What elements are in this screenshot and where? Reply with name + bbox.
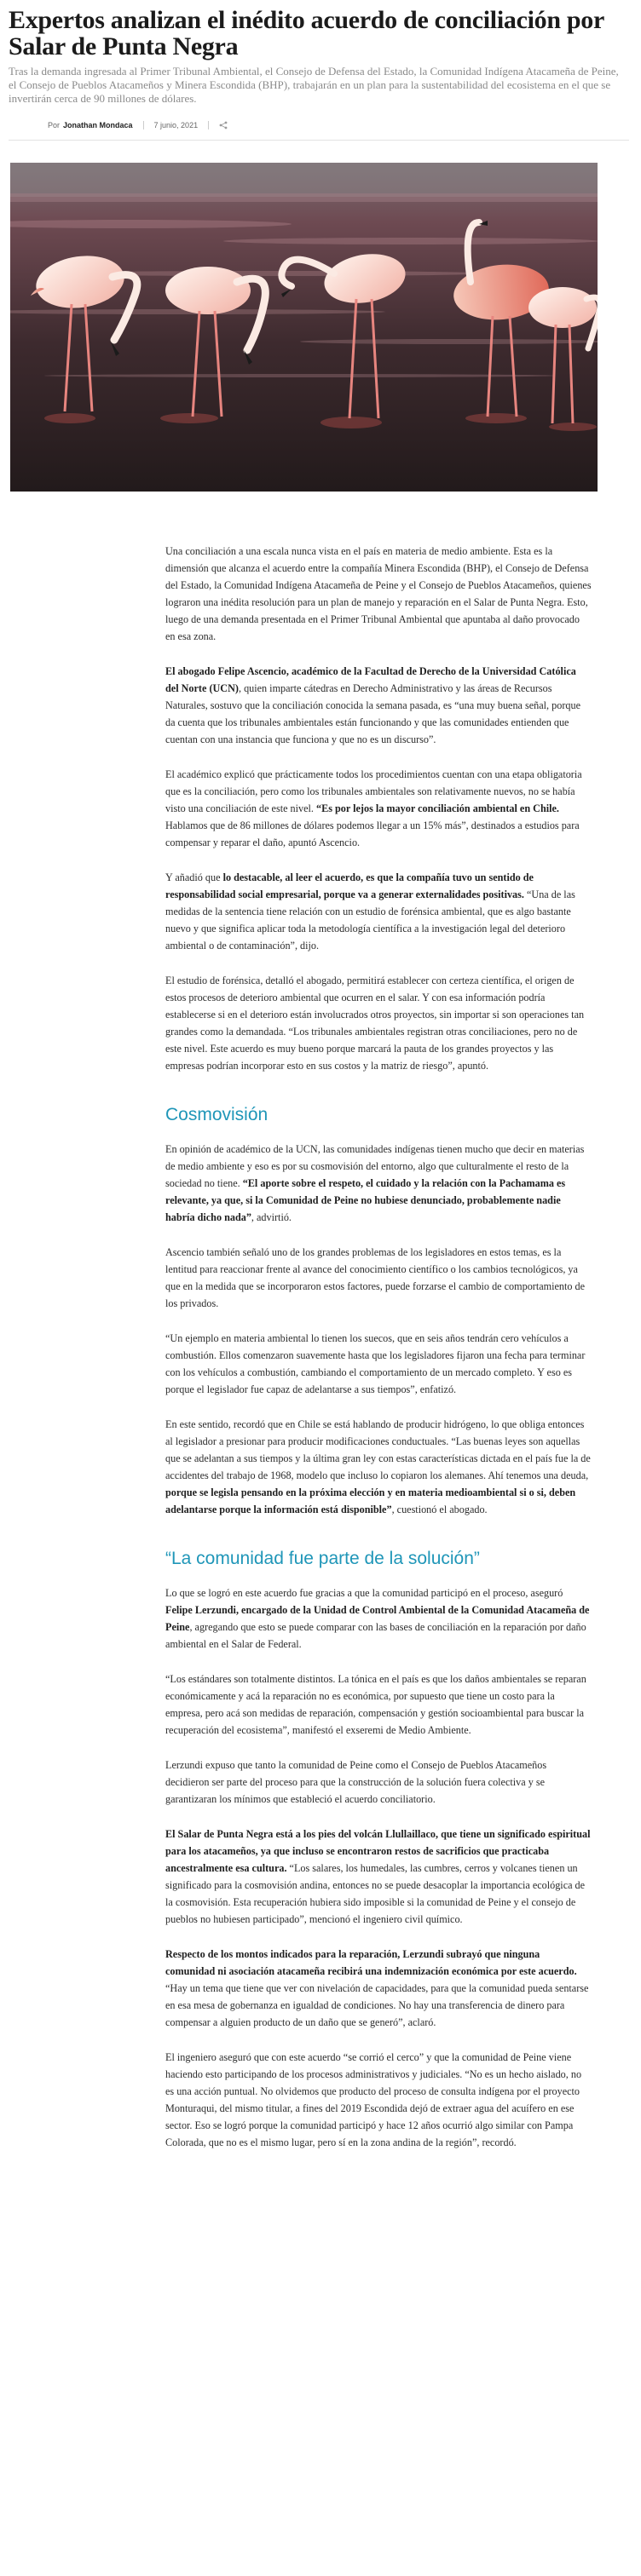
byline-divider <box>143 121 144 129</box>
header-divider <box>9 140 629 141</box>
byline <box>48 121 629 129</box>
author-link[interactable]: Jonathan Mondaca <box>63 121 133 129</box>
paragraph: En este sentido, recordó que en Chile se está hablando de producir hidrógeno, lo que obliga entonces al legislador a presionar para producir modificaciones conductuales. “Las buenas leyes son aquellas que se adelantan a sus tiempos y la última gran ley con estas características dictada en el país fue la de accidentes del trabajo de 1968, modelo que incluso lo copiaron los alemanes. Ahí tenemos una deuda, porque se legisla pensando en la próxima elección y en materia medioambiental si o si, deben adelantarse porque la información está disponible”, cuestionó el abogado. <box>165 1418 591 1515</box>
paragraph: Lo que se logró en este acuerdo fue gracias a que la comunidad participó en el proceso, aseguró Felipe Lerzundi, encargado de la Unidad de Control Ambiental de la Comunidad Atacameña de Peine, agregando que esto se puede comparar con las bases de conciliación en la reparación por daño ambiental en el Salar de Federal. <box>165 1587 590 1650</box>
paragraph: Ascencio también señaló uno de los grandes problemas de los legisladores en estos temas, es la lentitud para reaccionar frente al avance del conocimiento científico o los cambios tecnológicos, ya que en la medida que se incorporaron estos factores, puede forzarse el cambio de comportamiento de los privados. <box>165 1246 586 1309</box>
paragraph: “Un ejemplo en materia ambiental lo tienen los suecos, que en seis años tendrán cero vehículos a combustión. Ellos comenzaron suavemente hasta que los legisladores fijaron una fecha para terminar con los vehículos a combustión, cambiando el comportamiento de un mercado completo. Y eso es porque el legislador fue capaz de adelantarse a sus tiempos”, enfatizó. <box>165 1332 586 1395</box>
paragraph: Respecto de los montos indicados para la reparación, Lerzundi subrayó que ninguna comunidad ni asociación atacameña recibirá una indemnización económica por este acuerdo. “Hay un tema que tiene que ver con nivelación de capacidades, para que la comunidad pueda sentarse en esa mesa de gobernanza en igualdad de condiciones. No hay una transferencia de dinero para compensar a alguien producto de un daño que se generó”, aclaró. <box>165 1948 589 2028</box>
paragraph: El académico explicó que prácticamente todos los procedimientos cuentan con una etapa obligatoria que es la conciliación, pero como los tribunales ambientales son relativamente nuevos, no se había visto una conciliación de este nivel. “Es por lejos la mayor conciliación ambiental en Chile. Hablamos que de 86 millones de dólares podemos llegar a un 15% más”, destinados a estudios para compensar y reparar el daño, apuntó Ascencio. <box>165 768 582 848</box>
article-body <box>165 543 592 2151</box>
paragraph: En opinión de académico de la UCN, las comunidades indígenas tienen mucho que decir en materias de medio ambiente y eso es por su cosmovisión del entorno, algo que culturalmente el resto de la sociedad no tiene. “El aporte sobre el respeto, el cuidado y la relación con la Pachamama es relevante, ya que, si la Comunidad de Peine no hubiese denunciado, probablemente nadie habría dicho nada”, advirtió. <box>165 1143 585 1223</box>
article-lead: Tras la demanda ingresada al Primer Tribunal Ambiental, el Consejo de Defensa del Estado, la Comunidad Indígena Atacameña de Peine, el Consejo de Pueblos Atacameños y Minera Escondida (BHP), trabajarán en un plan para la sustentabilidad del ecosistema en el que se invertirán cerca de 90 millones de dólares. <box>9 65 619 105</box>
paragraph: El estudio de forénsica, detalló el abogado, permitirá establecer con certeza científica, el origen de estos procesos de deterioro ambiental que ocurren en el salar. Y con esa información podría establecerse si en el deterioro están involucrados otros proyectos, sin importar si son operaciones tan grandes como la demandada. “Los tribunales ambientales registran otras conciliaciones, pero no de este nivel. Este acuerdo es muy bueno porque marcará la pauta de los grandes proyectos y las empresas podrían incorporar esto en sus costos y la matriz de riesgo”, apuntó. <box>165 975 585 1072</box>
byline-prefix: Por <box>48 121 61 129</box>
hero-image <box>10 163 598 492</box>
flamingo-photo <box>10 163 598 492</box>
byline-divider <box>208 121 209 129</box>
paragraph: Y añadió que lo destacable, al leer el acuerdo, es que la compañía tuvo un sentido de responsabilidad social empresarial, porque va a generar externalidades positivas. “Una de las medidas de la sentencia tiene relación con un estudio de forénsica ambiental, que es algo bastante nuevo y que significa aplicar toda la metodología científica a la investigación legal del deterioro ambiental o de contaminación”, dijo. <box>165 871 575 952</box>
paragraph: “Los estándares son totalmente distintos. La tónica en el país es que los daños ambientales se reparan económicamente y acá la reparación no es económica, por supuesto que tiene un costo para la empresa, pero acá son medidas de reparación, compensación y gestión socioambiental para buscar la recuperación del ecosistema”, manifestó el exseremi de Medio Ambiente. <box>165 1673 586 1736</box>
paragraph: El Salar de Punta Negra está a los pies del volcán Llullaillaco, que tiene un significado espiritual para los atacameños, ya que incluso se encontraron restos de sacrificios que practicaba ancestralmente esa cultura. “Los salares, los humedales, las cumbres, cerros y volcanes tienen un significado para la cosmovisión andina, entonces no se puede desacoplar la importancia ecológica de la cosmovisión. Esta recuperación hubiera sido imposible si la comunidad de Peine y el consejo de pueblos no hubiesen participado”, mencionó el ingeniero civil químico. <box>165 1828 591 1925</box>
article-header <box>0 0 641 129</box>
article-title: Expertos analizan el inédito acuerdo de conciliación por Salar de Punta Negra <box>9 6 604 60</box>
section-heading-comunidad: “La comunidad fue parte de la solución” <box>165 1549 480 1568</box>
paragraph: El ingeniero aseguró que con este acuerdo “se corrió el cerco” y que la comunidad de Peine viene haciendo esto participando de los procesos administrativos y judiciales. “No es un hecho aislado, no es una acción puntual. No olvidemos que producto del proceso de consulta indígena por el proyecto Monturaqui, del mismo titular, a fines del 2019 Escondida dejó de extraer agua del acuífero en ese sector. Eso se logró porque la comunidad participó y hace 12 años ocurrió algo similar con Pampa Colorada, que no es el mismo lugar, pero sí en la zona andina de la región”, recordó. <box>165 2051 582 2148</box>
paragraph: Lerzundi expuso que tanto la comunidad de Peine como el Consejo de Pueblos Atacameños decidieron ser parte del proceso para que la construcción de la solución fuera colectiva y se garantizaran los mínimos que estableció el acuerdo conciliatorio. <box>165 1759 547 1805</box>
section-heading-cosmovision: Cosmovisión <box>165 1105 269 1124</box>
publish-date: 7 junio, 2021 <box>153 121 199 129</box>
paragraph: Una conciliación a una escala nunca vista en el país en materia de medio ambiente. Esta es la dimensión que alcanza el acuerdo entre la compañía Minera Escondida (BHP), el Consejo de Defensa del Estado, la Comunidad Indígena Atacameña de Peine y el Consejo de Pueblos Atacameños, quienes lograron una inédita resolución para un plan de manejo y reparación en el Salar de Punta Negra. Esto, luego de una demanda presentada en el Primer Tribunal Ambiental que apuntaba al daño provocado en esa zona. <box>165 545 592 642</box>
share-icon[interactable] <box>219 121 228 129</box>
paragraph: El abogado Felipe Ascencio, académico de la Facultad de Derecho de la Universidad Católica del Norte (UCN), quien imparte cátedras en Derecho Administrativo y las áreas de Recursos Naturales, sostuvo que la conciliación conocida la semana pasada, es “una muy buena señal, porque da cuenta que los tribunales ambientales están funcionando y que las comunidades entienden que cuentan con una instancia que funciona y que no es un discurso”. <box>165 665 580 745</box>
